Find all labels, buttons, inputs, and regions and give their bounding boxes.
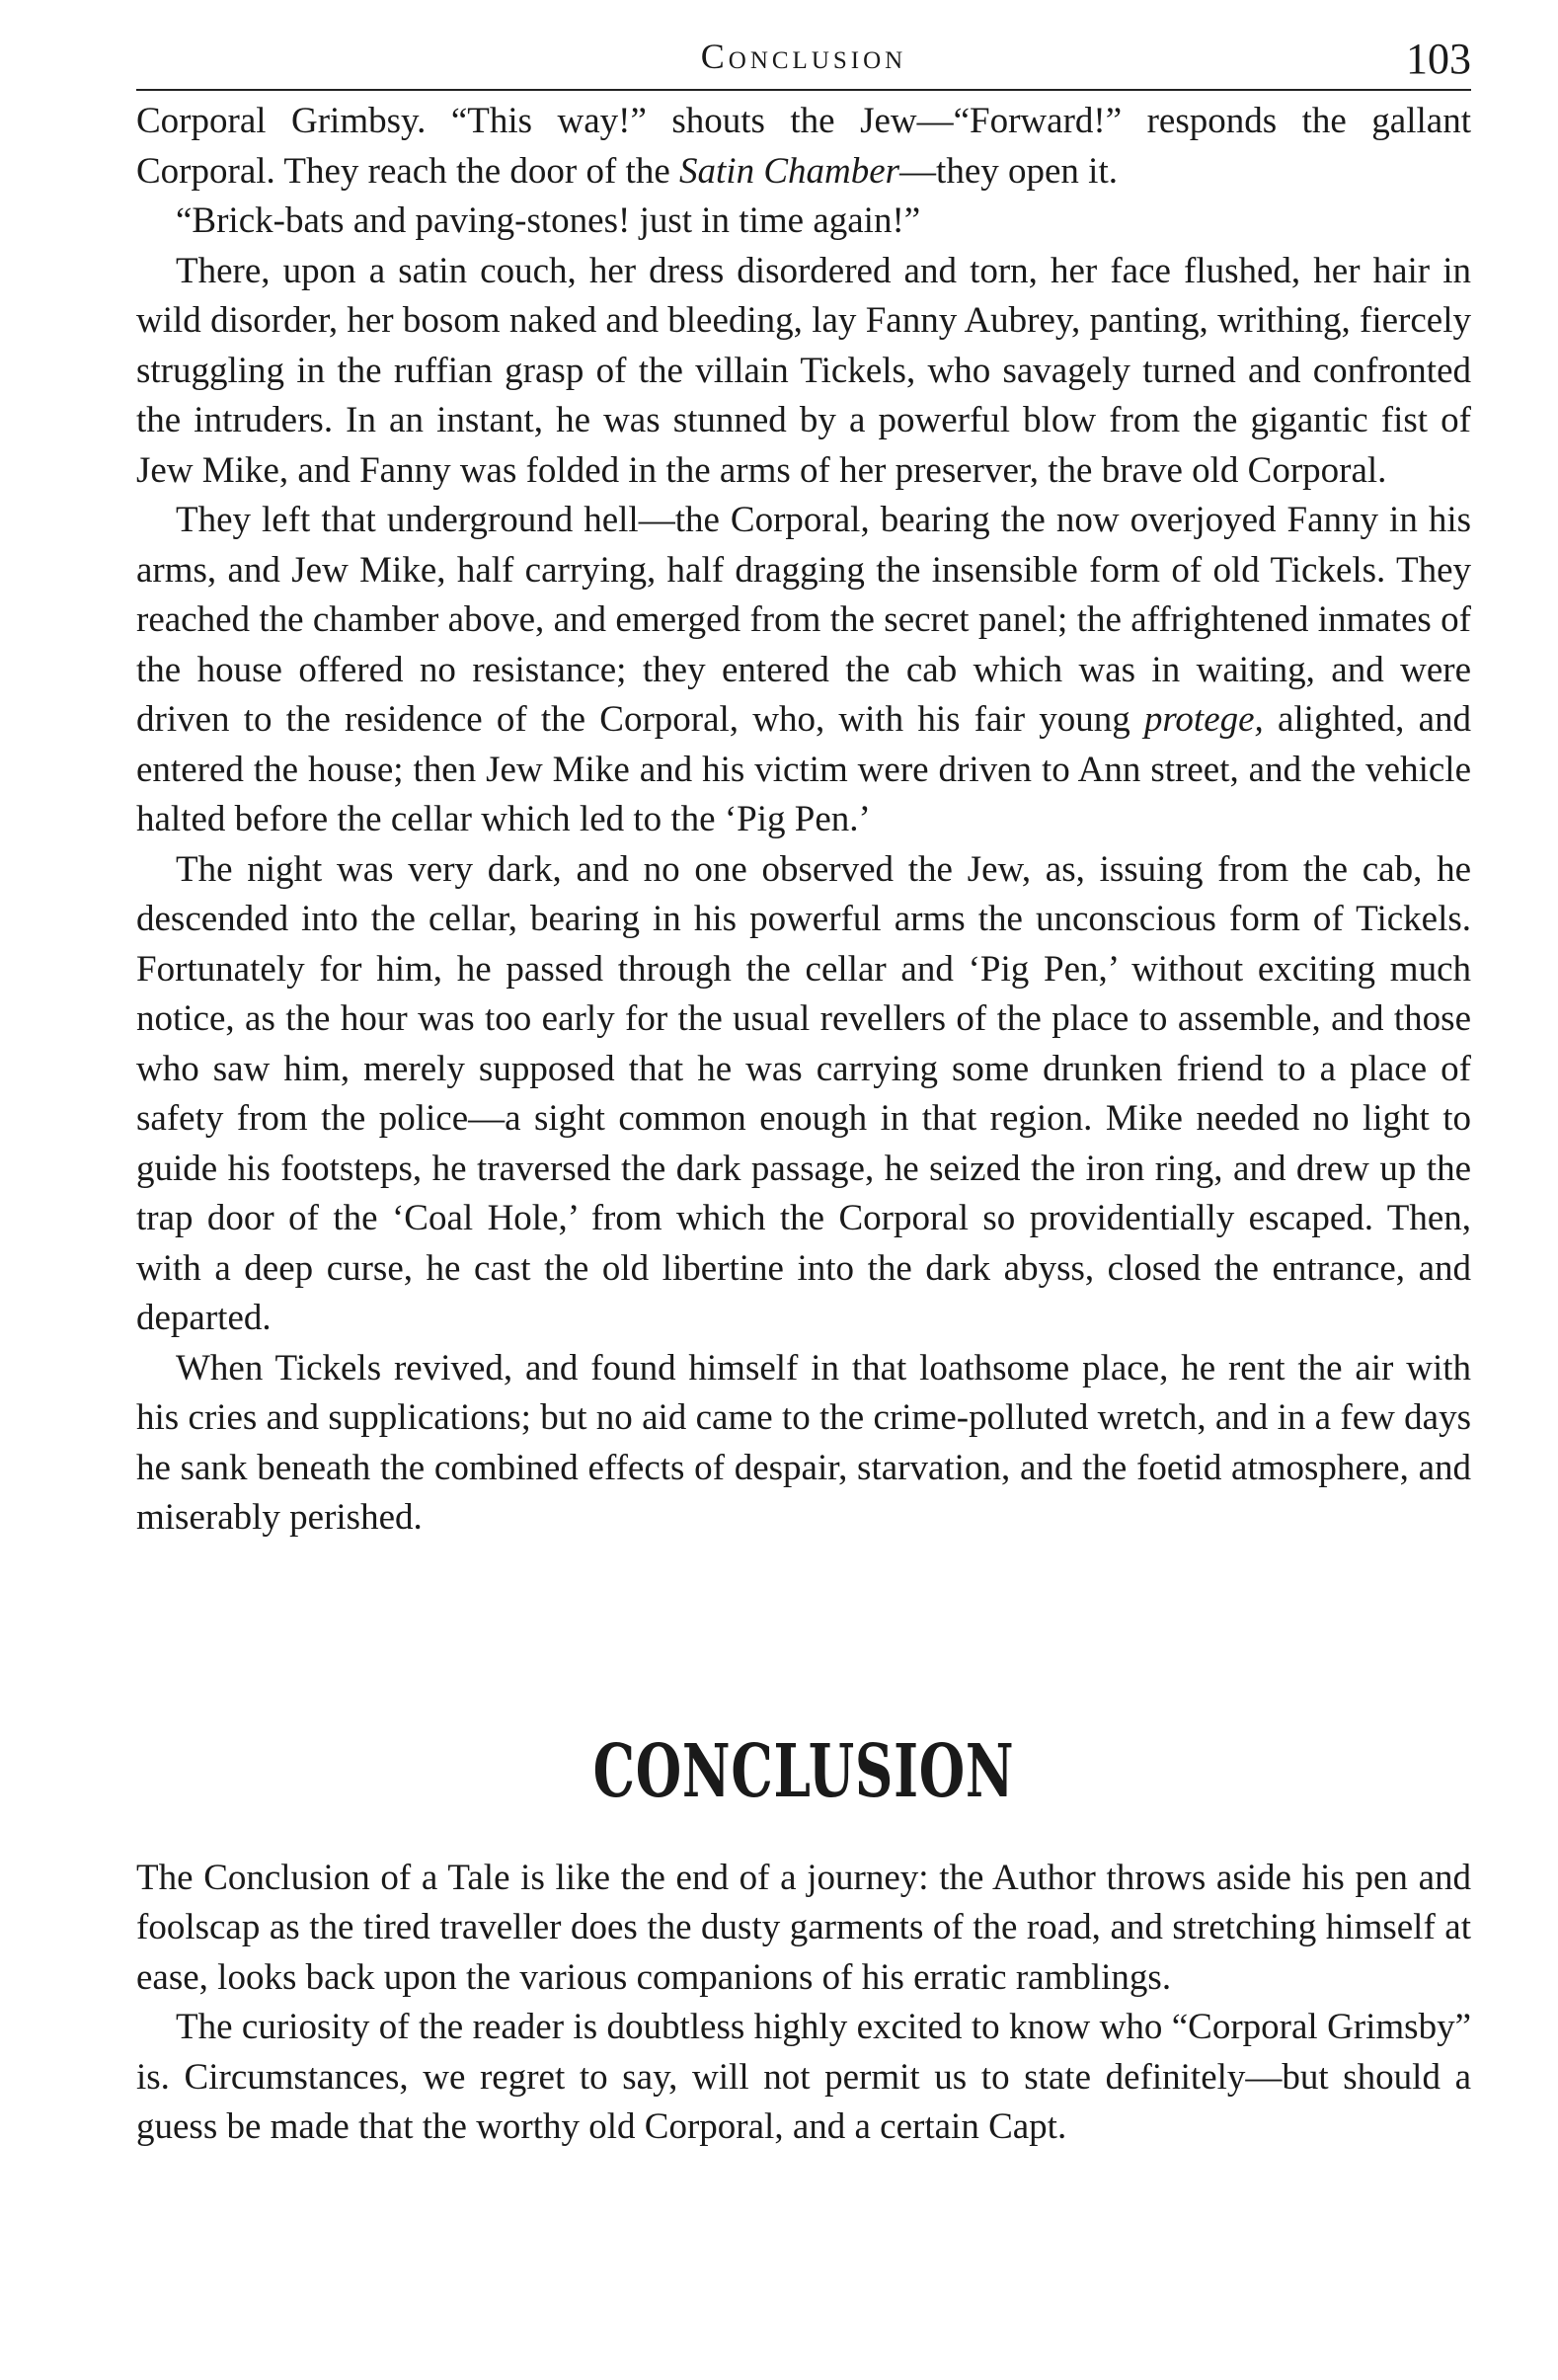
italic-text: Satin Chamber [679,150,900,192]
paragraph: The Conclusion of a Tale is like the end of a journey: the Author throws aside his pen and foolscap as the tired traveller does the dusty garments of the road, and stretching himself at ease, looks back upon the various companions of his erratic ramblings. [136,1857,1471,1998]
paragraph: When Tickels revived, and found himself in that loathsome place, he rent the air with his cries and supplications; but no aid came to the crime-polluted wretch, and in a few days he sank beneath the combined effects of despair, starvation, and the foetid atmosphere, and miserably perished. [136,1347,1471,1538]
running-header [136,28,1471,91]
page-number: 103 [1406,35,1471,83]
paragraph-text: alighted, and entered the house; then Jew Mike and his victim were driven to Ann street, and the vehicle halted before the cellar which led to the ‘Pig Pen.’ [136,699,1472,839]
paragraph: The curiosity of the reader is doubtless highly excited to know who “Corporal Grimsby” is. Circumstances, we regret to say, will not permit us to state definitely—but should a guess be made that the worthy old Corporal, and a certain Capt. [136,2007,1471,2147]
paragraph-text: They left that underground hell—the Corporal, bearing the now overjoyed Fanny in his arms, and Jew Mike, half carrying, half dragging the insensible form of old Tickels. They reached the chamber above, and emerged from the secret panel; the affrightened inmates of the house offered no resistance; they entered the cab which was in waiting, and were driven to the residence of the Corporal, who, with his fair young [136,500,1471,740]
chapter-ending-text [136,97,1471,1544]
conclusion-heading: CONCLUSION [592,1728,1015,1814]
paragraph: The night was very dark, and no one observed the Jew, as, issuing from the cab, he descended into the cellar, bearing in his powerful arms the unconscious form of Tickels. Fortunately for him, he passed through the cellar and ‘Pig Pen,’ without exciting much notice, as the hour was too early for the usual revellers of the place to assemble, and those who saw him, merely supposed that he was carrying some drunken friend to a place of safety from the police—a sight common enough in that region. Mike needed no light to guide his footsteps, he traversed the dark passage, he seized the iron ring, and drew up the trap door of the ‘Coal Hole,’ from which the Corporal so providentially escaped. Then, with a deep curse, he cast the old libertine into the dark abyss, closed the entrance, and departed. [136,848,1471,1338]
paragraph [136,496,1471,845]
paragraph: There, upon a satin couch, her dress disordered and torn, her face flushed, her hair in wild disorder, her bosom naked and bleeding, lay Fanny Aubrey, panting, writhing, fiercely struggling in the ruffian grasp of the villain Tickels, who savagely turned and confronted the intruders. In an instant, he was stunned by a powerful blow from the gigantic fist of Jew Mike, and Fanny was folded in the arms of her preserver, the brave old Corporal. [136,250,1471,491]
running-title: Conclusion [700,37,907,76]
paragraph: “Brick-bats and paving-stones! just in time again!” [176,200,921,241]
conclusion-text [136,1854,1471,2153]
book-page [136,28,1471,2153]
paragraph-text: Corporal Grimbsy. “This way!” shouts the Jew—“Forward!” responds the gallant Corporal. They reach the door of the [136,101,1471,192]
paragraph-text: —they open it. [899,150,1118,192]
italic-text: protege, [1143,699,1264,740]
paragraph [136,97,1471,197]
